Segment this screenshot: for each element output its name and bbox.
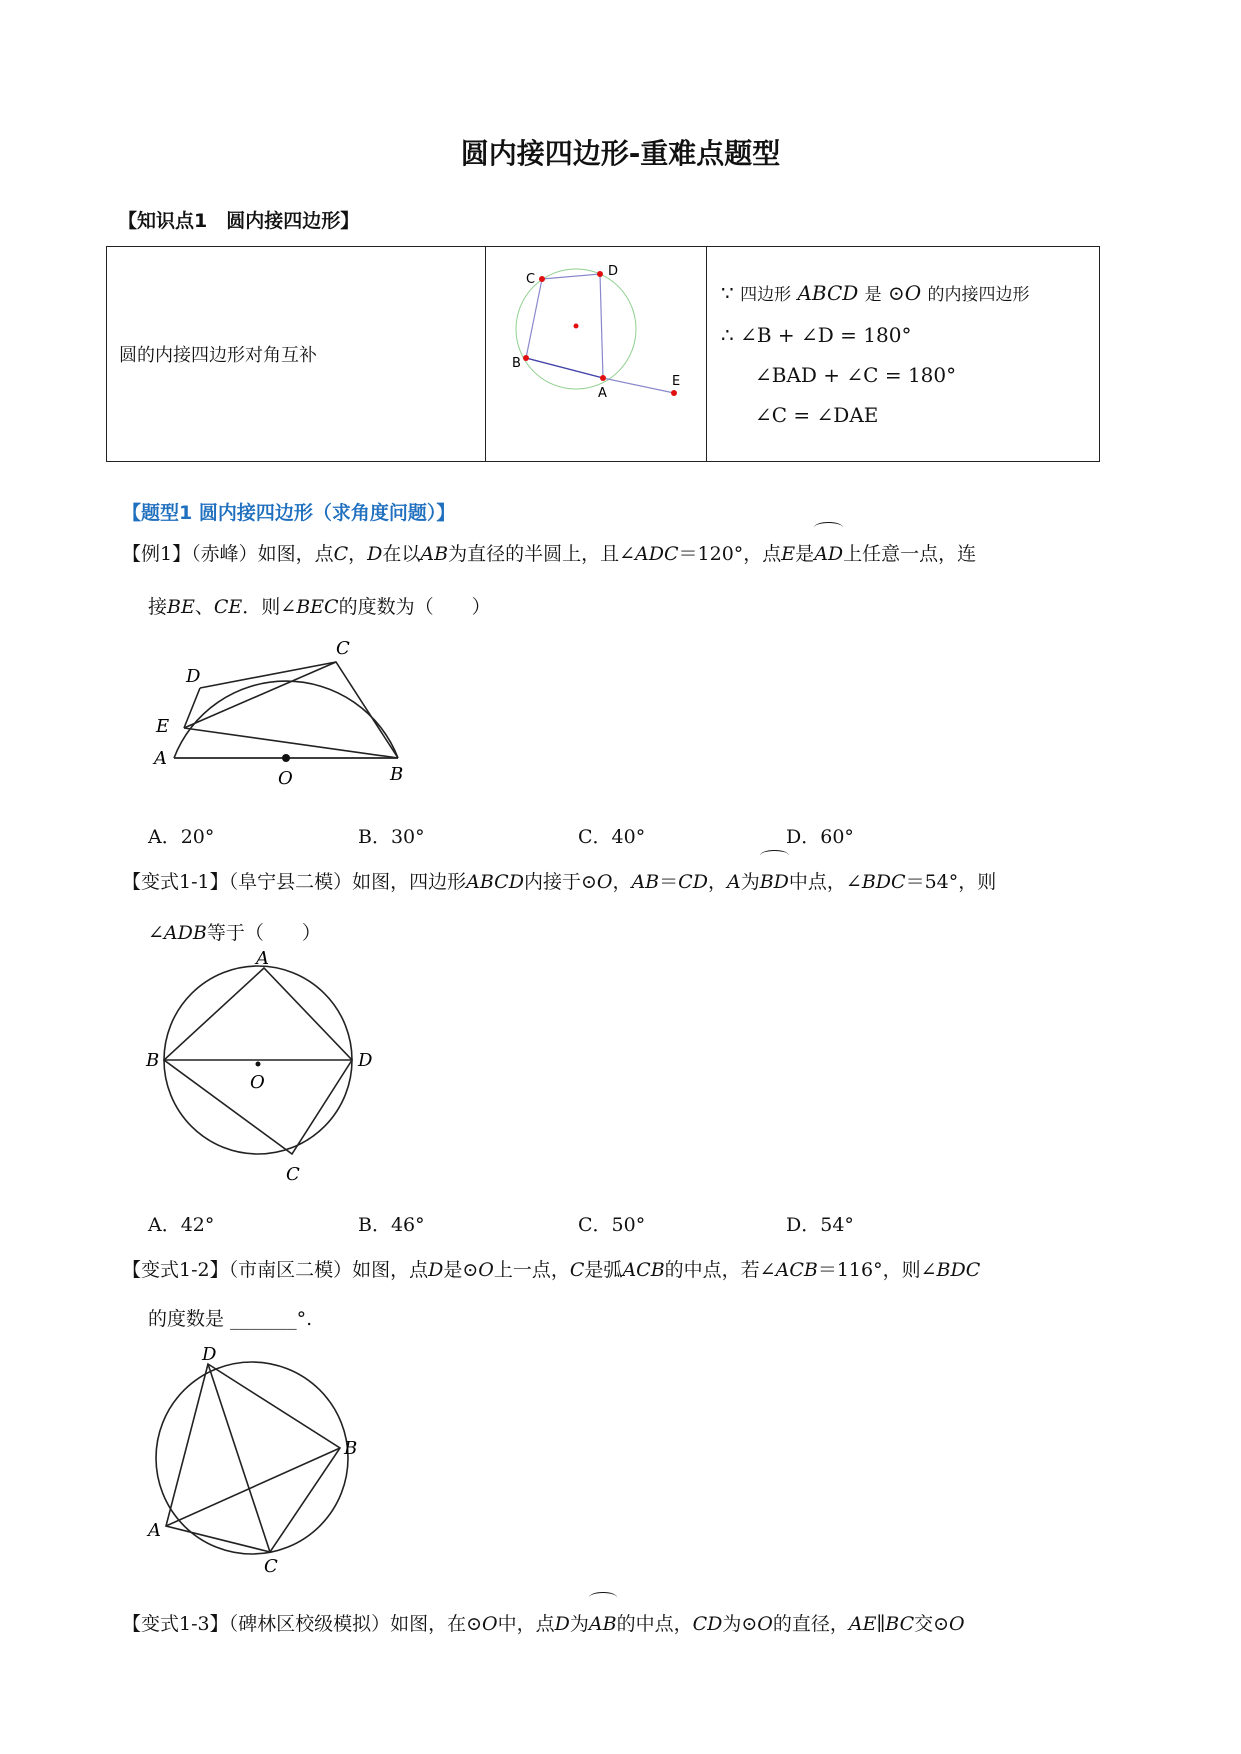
fig-label-c: C bbox=[286, 1164, 300, 1185]
q-math: D bbox=[428, 1259, 444, 1281]
fig-label-d: D bbox=[358, 1050, 373, 1071]
fig-label-d: D bbox=[608, 264, 619, 279]
q-math: O bbox=[596, 871, 613, 893]
variant-1-1-figure bbox=[140, 950, 390, 1190]
option-b: B．30° bbox=[358, 826, 425, 848]
fig-label-b: B bbox=[344, 1438, 358, 1459]
q-math: ACB bbox=[622, 1259, 665, 1281]
variant-1-3-question bbox=[122, 1598, 1122, 1650]
fig-label-d: D bbox=[186, 666, 201, 687]
reasoning-line-4: ∠C = ∠DAE bbox=[755, 403, 879, 427]
q-text: °. bbox=[296, 1308, 313, 1330]
question-tag: 【变式1-2】 bbox=[122, 1259, 229, 1281]
q-math: O bbox=[478, 1259, 494, 1281]
option-d: D．54° bbox=[786, 1214, 854, 1236]
q-text: （市南区二模）如图，点 bbox=[228, 1259, 429, 1281]
q-text: ， bbox=[348, 543, 368, 565]
example-1-question bbox=[122, 528, 1122, 580]
q-text: 的度数为（ ） bbox=[338, 596, 491, 618]
option-b: B．46° bbox=[358, 1214, 425, 1236]
q-text: 为 bbox=[569, 1613, 589, 1635]
q-text: ．则∠ bbox=[242, 596, 297, 618]
q-math: BE bbox=[167, 596, 195, 618]
fig-label-e: E bbox=[156, 716, 170, 737]
reasoning-text: 四边形 bbox=[740, 285, 792, 305]
q-text: 的直径， bbox=[772, 1613, 849, 1635]
q-math: ADC bbox=[635, 543, 679, 565]
example-1-question-line-2 bbox=[148, 592, 491, 619]
fig-label-a: A bbox=[148, 1520, 161, 1541]
q-text: ＝120°，点 bbox=[678, 543, 782, 565]
q-math: D bbox=[367, 543, 383, 565]
q-text: 中点，∠ bbox=[788, 871, 862, 893]
q-math: BDC bbox=[936, 1259, 981, 1281]
q-text: ＝116°，则∠ bbox=[817, 1259, 937, 1281]
knowledge-table bbox=[106, 246, 1100, 462]
q-text: ＝54°，则 bbox=[905, 871, 997, 893]
fig-label-c: C bbox=[526, 272, 536, 287]
fig-label-a: A bbox=[154, 748, 167, 769]
q-text: 为直径的半圆上，且∠ bbox=[448, 543, 636, 565]
reasoning-line-3: ∠BAD + ∠C = 180° bbox=[755, 363, 957, 387]
knowledge-statement: 圆的内接四边形对角互补 bbox=[107, 247, 486, 462]
q-math: CE bbox=[213, 596, 243, 618]
option-a: A．42° bbox=[148, 1214, 215, 1236]
q-math: AB bbox=[631, 871, 660, 893]
q-math: BDC bbox=[861, 871, 906, 893]
q-text: 、 bbox=[194, 596, 214, 618]
reasoning-text: 的内接四边形 bbox=[927, 285, 1030, 305]
fig-label-a: A bbox=[256, 950, 269, 969]
q-text: 交⊙ bbox=[914, 1613, 950, 1635]
example-1-figure bbox=[150, 630, 420, 790]
q-math: CD bbox=[692, 1613, 723, 1635]
variant-1-1-question bbox=[122, 856, 1122, 908]
knowledge-reasoning bbox=[707, 247, 1100, 462]
q-math: D bbox=[554, 1613, 570, 1635]
variant-1-1-question-line-2 bbox=[148, 918, 321, 945]
option-c: C．50° bbox=[578, 1214, 646, 1236]
reasoning-text: 是 bbox=[864, 285, 882, 305]
variant-1-2-figure bbox=[140, 1340, 370, 1580]
arc-notation: AD bbox=[814, 528, 843, 580]
fig-label-e: E bbox=[672, 374, 681, 389]
q-text: 内接于⊙ bbox=[523, 871, 597, 893]
fig-label-o: O bbox=[278, 768, 293, 789]
q-text: （阜宁县二模）如图，四边形 bbox=[228, 871, 467, 893]
q-math: BC bbox=[885, 1613, 915, 1635]
because-symbol: ∵ bbox=[721, 281, 734, 305]
q-math: AB bbox=[420, 543, 449, 565]
q-text: （碑林区校级模拟）如图，在⊙ bbox=[228, 1613, 483, 1635]
q-text: 在以 bbox=[382, 543, 421, 565]
q-text: 接 bbox=[148, 596, 168, 618]
q-text: ， bbox=[707, 871, 727, 893]
q-text: 是⊙ bbox=[443, 1259, 479, 1281]
fig-label-o: O bbox=[250, 1072, 265, 1093]
question-tag: 【变式1-1】 bbox=[122, 871, 229, 893]
q-text: 中，点 bbox=[497, 1613, 555, 1635]
q-text: 是 bbox=[795, 543, 815, 565]
reasoning-math: ⊙O bbox=[888, 281, 922, 305]
fig-label-c: C bbox=[264, 1556, 278, 1577]
q-text: ， bbox=[612, 871, 632, 893]
cyclic-quadrilateral-figure bbox=[486, 247, 704, 457]
q-text: （赤峰）如图，点 bbox=[191, 543, 334, 565]
fig-label-b: B bbox=[146, 1050, 160, 1071]
q-text: 上一点， bbox=[493, 1259, 570, 1281]
fig-label-d: D bbox=[202, 1344, 217, 1365]
reasoning-line-2: ∴ ∠B + ∠D = 180° bbox=[721, 323, 912, 347]
fig-label-c: C bbox=[336, 638, 350, 659]
q-text: 的度数是 bbox=[148, 1308, 225, 1330]
knowledge-figure-cell bbox=[486, 247, 707, 462]
option-d: D．60° bbox=[786, 826, 854, 848]
q-text: ∥ bbox=[876, 1613, 886, 1635]
q-math: AE bbox=[848, 1613, 877, 1635]
section-heading: 【题型1 圆内接四边形（求角度问题）】 bbox=[122, 502, 456, 524]
variant-1-2-question bbox=[122, 1244, 1122, 1296]
q-math: CD bbox=[678, 871, 708, 893]
option-c: C．40° bbox=[578, 826, 646, 848]
fig-label-b: B bbox=[390, 764, 404, 785]
arc-notation: AB bbox=[589, 1598, 617, 1650]
reasoning-line-1 bbox=[721, 273, 1099, 315]
q-text: 上任意一点，连 bbox=[843, 543, 977, 565]
variant-1-2-question-line-2 bbox=[148, 1304, 312, 1331]
fig-label-a: A bbox=[598, 386, 607, 401]
q-text: 为 bbox=[740, 871, 760, 893]
q-text: 的中点，若∠ bbox=[664, 1259, 776, 1281]
q-text: 是弧 bbox=[584, 1259, 623, 1281]
q-text: 为⊙ bbox=[722, 1613, 758, 1635]
option-a: A．20° bbox=[148, 826, 215, 848]
knowledge-heading: 【知识点1 圆内接四边形】 bbox=[118, 210, 360, 232]
q-math: O bbox=[949, 1613, 965, 1635]
q-text: 等于（ ） bbox=[206, 922, 321, 944]
q-math: E bbox=[781, 543, 796, 565]
question-tag: 【变式1-3】 bbox=[122, 1613, 229, 1635]
q-math: ADB bbox=[163, 922, 207, 944]
fig-label-b: B bbox=[512, 356, 521, 371]
q-math: O bbox=[482, 1613, 498, 1635]
q-math: A bbox=[726, 871, 741, 893]
arc-notation: BD bbox=[760, 856, 789, 908]
q-text: ＝ bbox=[659, 871, 679, 893]
reasoning-math: ABCD bbox=[797, 281, 859, 305]
q-math: ACB bbox=[775, 1259, 818, 1281]
q-math: C bbox=[333, 543, 349, 565]
q-text: 的中点， bbox=[616, 1613, 693, 1635]
q-text: ∠ bbox=[148, 922, 164, 944]
page-title: 圆内接四边形-重难点题型 bbox=[460, 137, 781, 170]
q-math: ABCD bbox=[466, 871, 524, 893]
answer-blank[interactable]: _______ bbox=[230, 1308, 297, 1330]
q-math: BEC bbox=[296, 596, 339, 618]
q-math: C bbox=[569, 1259, 585, 1281]
question-tag: 【例1】 bbox=[122, 543, 192, 565]
q-math: O bbox=[757, 1613, 773, 1635]
